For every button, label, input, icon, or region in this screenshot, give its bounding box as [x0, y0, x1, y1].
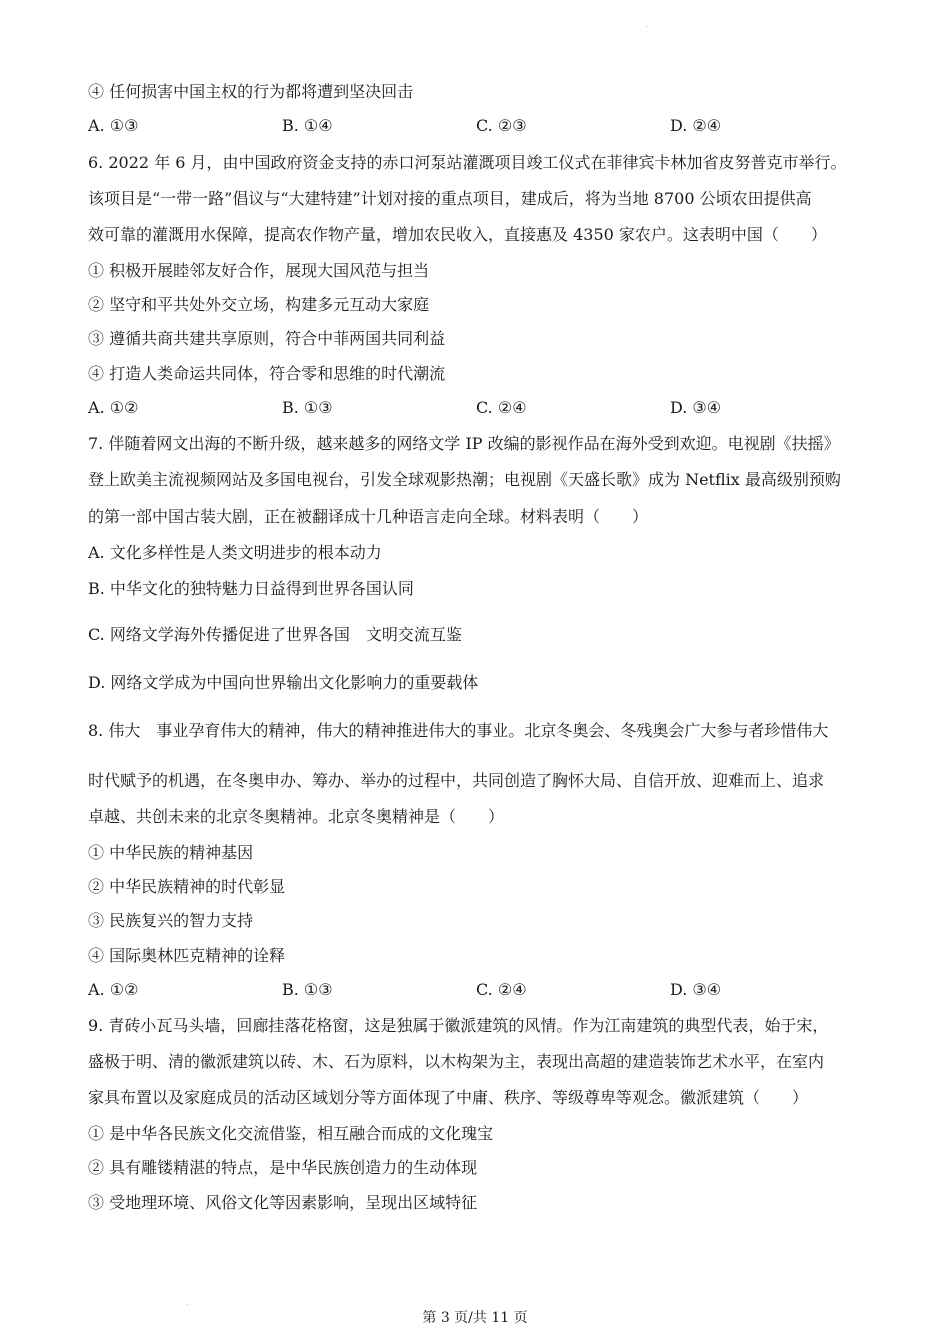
choice-line: ③ 民族复兴的智力支持 — [88, 911, 254, 930]
question-7-line: 7. 伴随着网文出海的不断升级，越来越多的网络文学 IP 改编的影视作品在海外受到欢迎。电视剧《扶摇》 — [88, 434, 840, 453]
option-c: C. ②④ — [476, 398, 527, 417]
text-line: 该项目是“一带一路”倡议与“大建特建”计划对接的重点项目，建成后，将为当地 8700 公顷农田提供高 — [88, 189, 812, 208]
option-a: A. ①② — [88, 980, 139, 999]
text-line: 登上欧美主流视频网站及多国电视台，引发全球观影热潮；电视剧《天盛长歌》成为 Netflix 最高级别预购 — [88, 470, 841, 489]
scan-dot: . — [186, 1300, 188, 1307]
scan-dot: . — [646, 22, 648, 29]
option-d: D. ③④ — [670, 980, 722, 999]
answer-option-c: C. 网络文学海外传播促进了世界各国 文明交流互鉴 — [88, 625, 462, 644]
text-line: 效可靠的灌溉用水保障，提高农作物产量，增加农民收入，直接惠及 4350 家农户。这表明中国（ ） — [88, 225, 827, 244]
choice-line: ② 坚守和平共处外交立场，构建多元互动大家庭 — [88, 295, 430, 314]
choice-line: ④ 国际奥林匹克精神的诠释 — [88, 946, 286, 965]
option-a: A. ①③ — [88, 116, 139, 135]
option-d: D. ②④ — [670, 116, 722, 135]
text-line: 家具布置以及家庭成员的活动区域划分等方面体现了中庸、秩序、等级尊卑等观念。徽派建筑（ ） — [88, 1088, 809, 1107]
text-line: 盛极于明、清的徽派建筑以砖、木、石为原料，以木构架为主，表现出高超的建造装饰艺术水平，在室内 — [88, 1052, 825, 1071]
question-6-line: 6. 2022 年 6 月，由中国政府资金支持的赤口河泵站灌溉项目竣工仪式在菲律宾卡林加省皮努普克市举行。 — [88, 153, 847, 172]
choice-line: ① 是中华各民族文化交流借鉴，相互融合而成的文化瑰宝 — [88, 1124, 494, 1143]
choice-line: ④ 打造人类命运共同体，符合零和思维的时代潮流 — [88, 364, 446, 383]
option-b: B. ①③ — [282, 980, 333, 999]
answer-option-a: A. 文化多样性是人类文明进步的根本动力 — [88, 543, 382, 562]
answer-option-d: D. 网络文学成为中国向世界输出文化影响力的重要载体 — [88, 673, 479, 692]
choice-line: ① 中华民族的精神基因 — [88, 843, 254, 862]
text-line: 的第一部中国古装大剧，正在被翻译成十几种语言走向全球。材料表明（ ） — [88, 507, 649, 526]
choice-line: ③ 受地理环境、风俗文化等因素影响，呈现出区域特征 — [88, 1193, 478, 1212]
option-c: C. ②④ — [476, 980, 527, 999]
text-line: ④ 任何损害中国主权的行为都将遭到坚决回击 — [88, 82, 414, 101]
choice-line: ② 具有雕镂精湛的特点，是中华民族创造力的生动体现 — [88, 1158, 478, 1177]
answer-option-b: B. 中华文化的独特魅力日益得到世界各国认同 — [88, 579, 414, 598]
question-9-line: 9. 青砖小瓦马头墙，回廊挂落花格窗，这是独属于徽派建筑的风情。作为江南建筑的典型代表，始于宋， — [88, 1016, 829, 1035]
option-d: D. ③④ — [670, 398, 722, 417]
text-line: 时代赋予的机遇，在冬奥申办、筹办、举办的过程中，共同创造了胸怀大局、自信开放、迎难而上、追求 — [88, 771, 825, 790]
option-b: B. ①④ — [282, 116, 333, 135]
page-footer: 第 3 页/共 11 页 — [422, 1310, 528, 1326]
question-8-line: 8. 伟大 事业孕育伟大的精神，伟大的精神推进伟大的事业。北京冬奥会、冬残奥会广大参与者珍惜伟大 — [88, 721, 829, 740]
option-a: A. ①② — [88, 398, 139, 417]
choice-line: ② 中华民族精神的时代彰显 — [88, 877, 286, 896]
option-b: B. ①③ — [282, 398, 333, 417]
choice-line: ③ 遵循共商共建共享原则，符合中菲两国共同利益 — [88, 329, 446, 348]
text-line: 卓越、共创未来的北京冬奥精神。北京冬奥精神是（ ） — [88, 807, 505, 826]
option-c: C. ②③ — [476, 116, 527, 135]
choice-line: ① 积极开展睦邻友好合作，展现大国风范与担当 — [88, 261, 430, 280]
